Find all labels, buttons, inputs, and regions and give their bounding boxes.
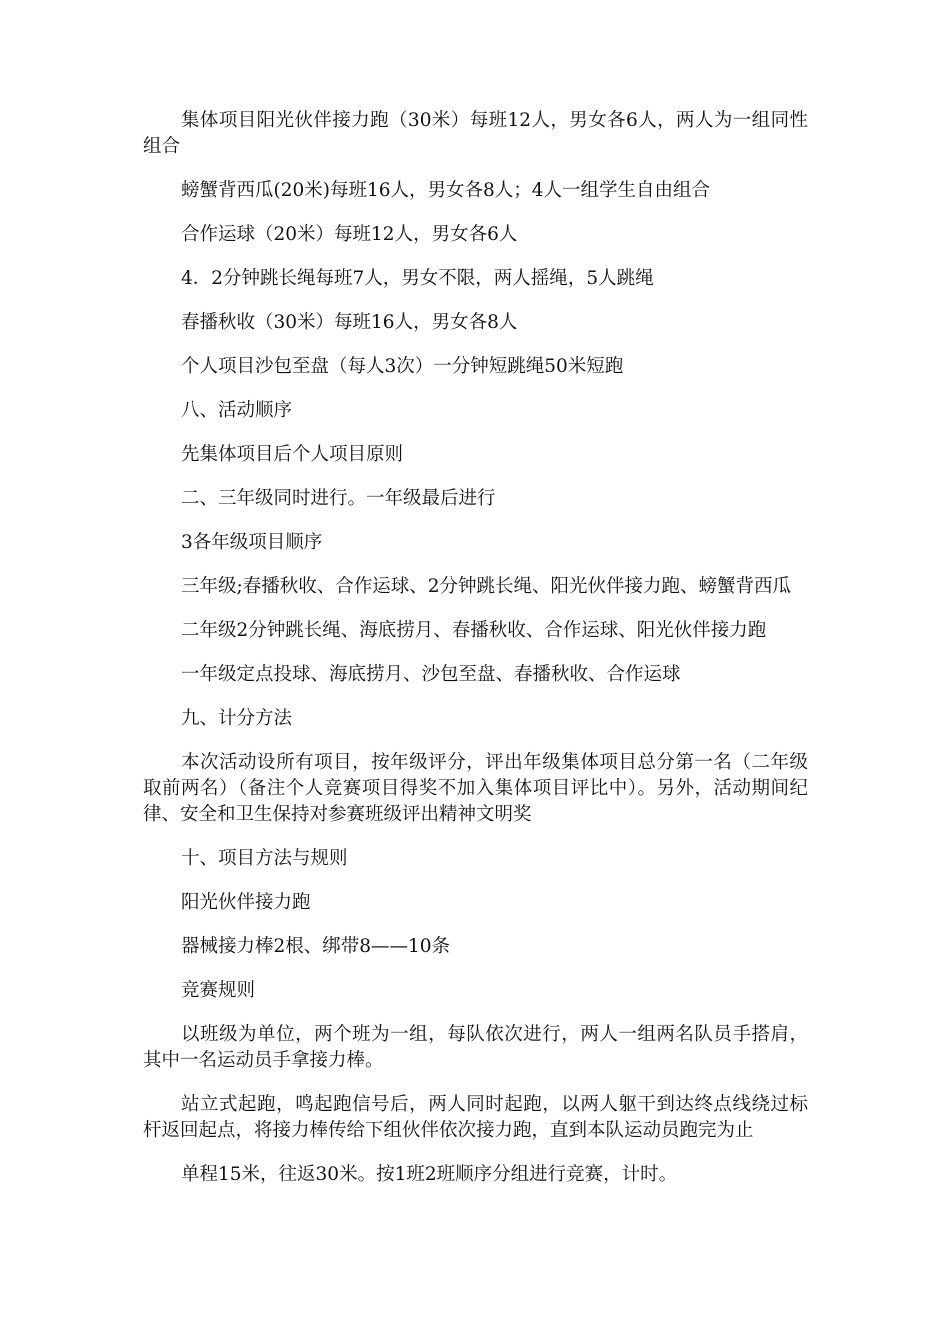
section-heading-scoring: 九、计分方法 [181,708,293,729]
paragraph-crab-watermelon: 螃蟹背西瓜(20米)每班16人，男女各8人；4人一组学生自由组合 [181,180,711,201]
paragraph-grade-one: 一年级定点投球、海底捞月、沙包至盘、春播秋收、合作运球 [181,664,681,685]
paragraph-relay-title: 阳光伙伴接力跑 [181,892,311,913]
paragraph-cooperative-dribble: 合作运球（20米）每班12人，男女各6人 [181,224,518,245]
paragraph-individual-events: 个人项目沙包至盘（每人3次）一分钟短跳绳50米短跑 [181,356,624,377]
paragraph-rule-distance: 单程15米，往返30米。按1班2班顺序分组进行竞赛，计时。 [181,1164,678,1185]
paragraph-competition-rules-title: 竞赛规则 [181,980,256,1001]
paragraph-scoring-method: 本次活动设所有项目，按年级评分，评出年级集体项目总分第一名（二年级取前两名）（备注个人竞赛项目得奖不加入集体项目评比中）。另外，活动期间纪律、安全和卫生保持对参赛班级评出精神文明奖 [143,752,808,825]
paragraph-grade-two: 二年级2分钟跳长绳、海底捞月、春播秋收、合作运球、阳光伙伴接力跑 [181,620,767,641]
paragraph-grade-order-title: 3各年级项目顺序 [181,532,323,553]
section-heading-rules: 十、项目方法与规则 [181,848,348,869]
paragraph-grade-schedule: 二、三年级同时进行。一年级最后进行 [181,488,496,509]
paragraph-rule-start: 站立式起跑，鸣起跑信号后，两人同时起跑，以两人躯干到达终点线绕过标杆返回起点，将接力棒传给下组伙伴依次接力跑，直到本队运动员跑完为止 [143,1094,808,1141]
section-heading-order: 八、活动顺序 [181,400,293,421]
paragraph-grade-three: 三年级;春播秋收、合作运球、2分钟跳长绳、阳光伙伴接力跑、螃蟹背西瓜 [181,576,792,597]
paragraph-rule-units: 以班级为单位，两个班为一组，每队依次进行，两人一组两名队员手搭肩，其中一名运动员手拿接力棒。 [143,1024,808,1071]
paragraph-equipment: 器械接力棒2根、绑带8——10条 [181,936,451,957]
paragraph-order-principle: 先集体项目后个人项目原则 [181,444,404,465]
paragraph-relay-team: 集体项目阳光伙伴接力跑（30米）每班12人，男女各6人，两人为一组同性组合 [143,110,808,157]
paragraph-spring-autumn: 春播秋收（30米）每班16人，男女各8人 [181,312,518,333]
paragraph-long-rope: 4．2分钟跳长绳每班7人，男女不限，两人摇绳，5人跳绳 [181,268,654,289]
document-body [143,108,808,1206]
